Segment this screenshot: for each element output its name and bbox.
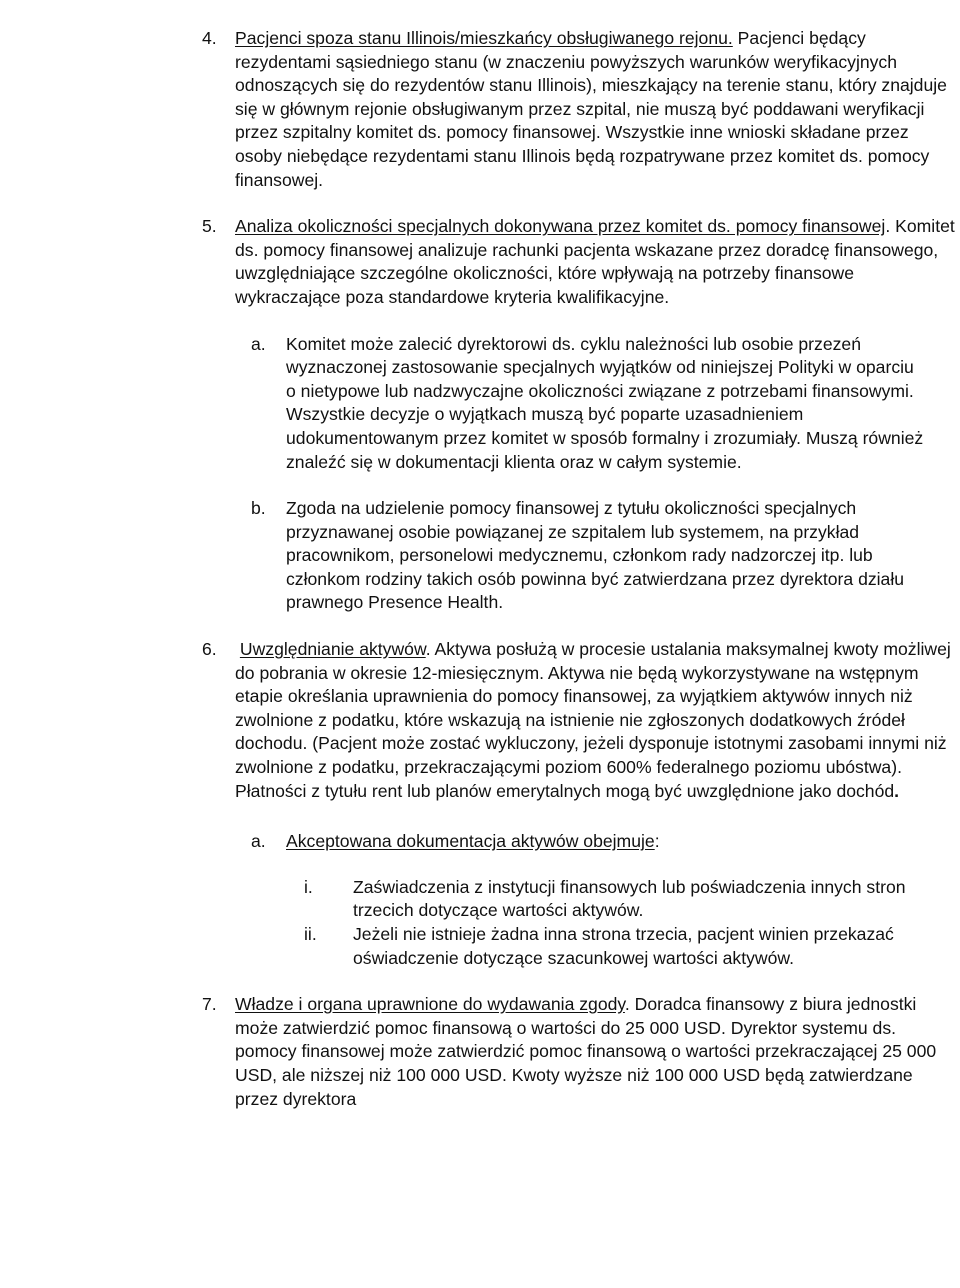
list-item-body: Zaświadczenia z instytucji finansowych lub poświadczenia innych stron trzecich dotyczące wartości aktywów. (353, 876, 906, 921)
section-5a (0, 333, 960, 475)
section-5b (0, 497, 960, 615)
section-text (235, 215, 955, 309)
section-end-mark: . (894, 780, 900, 801)
subsection-heading: Akceptowana dokumentacja aktywów obejmuje (286, 831, 655, 852)
subsection-body: Zgoda na udzielenie pomocy finansowej z tytułu okoliczności specjalnych przyznawanej osobie powiązanej ze szpitalem lub systemem, na przykład pracownikom, personelowi medycznemu, członkom rady nadzorczej itp. lub członkom rodziny takich osób powinna być zatwierdzana przez dyrektora działu prawnego Presence Health. (286, 498, 905, 613)
section-body: . Aktywa posłużą w procesie ustalania maksymalnej kwoty możliwej do pobrania w okresie 12-miesięcznym. Aktywa nie będą wykorzystywane na wstępnym etapie określania uprawnienia do pomocy finansowej, za wyjątkiem aktywów innych niż zwolnione z podatku, które wskazują na istnienie nie zgłoszonych dodatkowych źródeł dochodu. (Pacjent może zostać wykluczony, jeżeli dysponuje istotnymi zasobami innymi niż zwolnione z podatku, przekraczającymi poziom 600% federalnego poziomu ubóstwa). Płatności z tytułu rent lub planów emerytalnych mogą być uwzględnione jako dochód (235, 639, 951, 801)
list-item-body: Jeżeli nie istnieje żadna inna strona trzecia, pacjent winien przekazać oświadczenie dotyczące szacunkowej wartości aktywów. (353, 924, 894, 968)
roman-numeral: ii. (304, 924, 317, 944)
section-number: 6. (202, 639, 217, 660)
section-number: 4. (202, 28, 217, 48)
subsection-letter: a. (251, 333, 266, 354)
section-7 (0, 993, 960, 1111)
section-6 (0, 638, 960, 803)
roman-numeral: i. (304, 876, 313, 897)
section-body: . Doradca finansowy z biura jednostki może zatwierdzić pomoc finansową o wartości do 25 000 USD. Dyrektor systemu ds. pomocy finansowej może zatwierdzić pomoc finansową o wartości przekraczającej 25 000 USD, ale niższej niż 100 000 USD. Kwoty wyższe niż 100 000 USD będą zatwierdzane przez dyrektora (235, 994, 937, 1109)
section-heading: Analiza okoliczności specjalnych dokonywana przez komitet ds. pomocy finansowej (235, 216, 886, 237)
section-text (235, 27, 955, 192)
section-body: Pacjenci będący rezydentami sąsiedniego stanu (w znaczeniu powyższych warunków weryfikacyjnych odnoszących się do rezydentów stanu Illinois), mieszkający na terenie stanu, który znajduje się w głównym rejonie obsługiwanym przez szpital, nie muszą być poddawani weryfikacji przez szpitalny komitet ds. pomocy finansowej. Wszystkie inne wnioski składane przez osoby niebędące rezydentami stanu Illinois będą rozpatrywane przez komitet ds. pomocy finansowej. (235, 28, 947, 190)
document-page (0, 27, 960, 1111)
section-text (235, 638, 955, 803)
section-heading: Władze i organa uprawnione do wydawania zgody (235, 994, 625, 1015)
subsection-letter: b. (251, 498, 266, 519)
subsection-body: Komitet może zalecić dyrektorowi ds. cyklu należności lub osobie przezeń wyznaczonej zastosowanie specjalnych wyjątków od niniejszej Polityki w oparciu o nietypowe lub nadzwyczajne okoliczności związane z potrzebami finansowymi. Wszystkie decyzje o wyjątkach muszą być poparte uzasadnieniem udokumentowanym przez komitet w sposób formalny i zrozumiały. Muszą również znaleźć się w dokumentacji klienta oraz w całym systemie. (286, 333, 924, 472)
section-4 (0, 27, 960, 192)
section-text (235, 993, 955, 1111)
section-heading: Uwzględnianie aktywów (239, 639, 426, 660)
section-number: 5. (202, 216, 217, 237)
section-body: . Komitet ds. pomocy finansowej analizuje rachunki pacjenta wskazane przez doradcę finansowego, uwzględniające szczególne okoliczności, które wpływają na potrzeby finansowe wykraczające poza standardowe kryteria kwalifikacyjne. (235, 216, 955, 307)
subsection-text (286, 830, 926, 854)
section-6a-ii (0, 923, 960, 970)
section-5 (0, 215, 960, 309)
section-6a (0, 830, 960, 854)
section-heading: Pacjenci spoza stanu Illinois/mieszkańcy obsługiwanego rejonu. (235, 28, 733, 48)
section-number: 7. (202, 994, 217, 1015)
section-6a-i (0, 876, 960, 923)
subsection-body: : (654, 831, 660, 852)
subsection-letter: a. (251, 831, 266, 852)
